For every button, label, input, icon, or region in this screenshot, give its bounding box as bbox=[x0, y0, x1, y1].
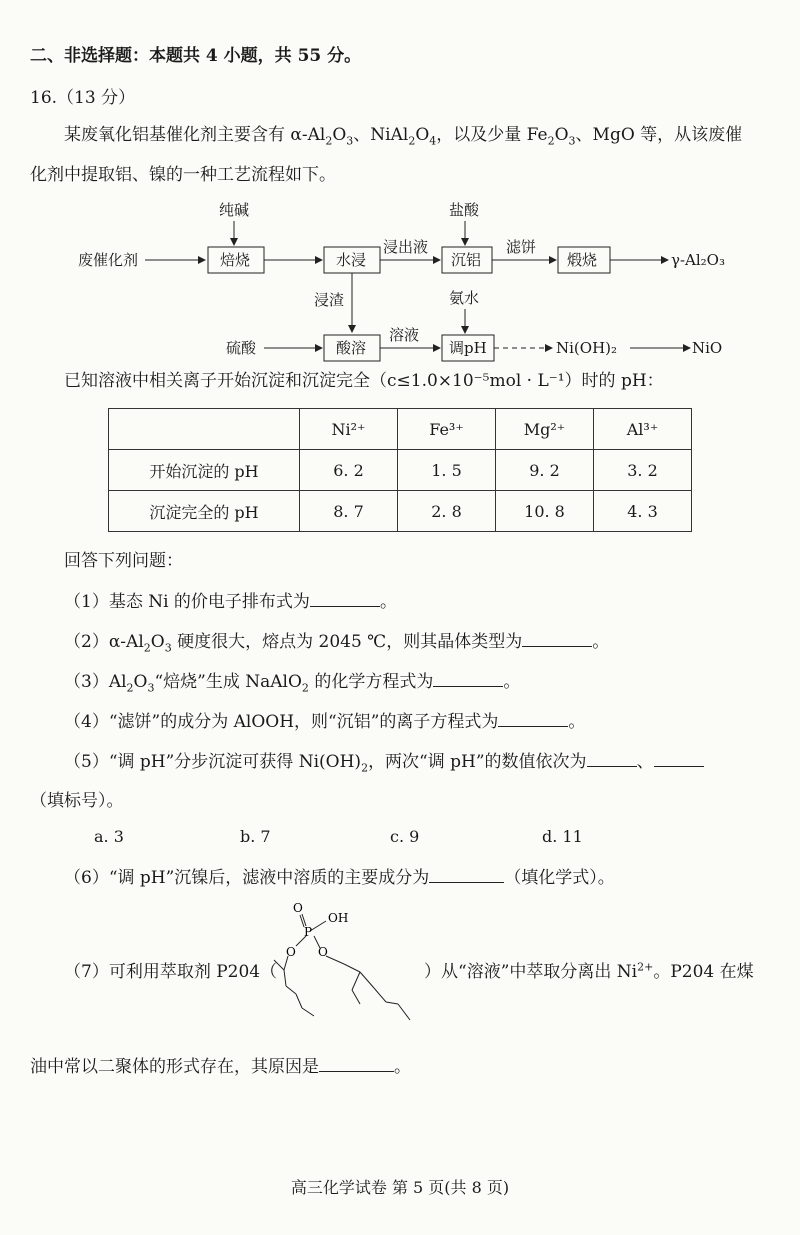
table-cell: 2. 8 bbox=[398, 491, 496, 532]
table-cell: 9. 2 bbox=[496, 450, 594, 491]
table-row bbox=[109, 491, 692, 532]
question-5-continuation: （填标号）。 bbox=[30, 791, 124, 811]
question-7-end: 油中常以二聚体的形式存在，其原因是 。 bbox=[30, 1057, 411, 1077]
structure-atom-o: O bbox=[318, 945, 328, 959]
process-flow-diagram bbox=[0, 195, 800, 365]
option-c: c. 9 bbox=[390, 827, 420, 846]
intro-line-1: 某废氧化铝基催化剂主要含有 $\alpha-Al_2O_3$、$NiAl_2O_4$，以及少量 $Fe_2O_3$、MgO 等，从该废催 bbox=[64, 125, 743, 148]
question-3: $(3)Al_2O_3“$焙烧”生成 NaAlO$_2$ 的化学方程式为 。 bbox=[64, 672, 521, 695]
svg-text:调pH: 调pH bbox=[449, 339, 487, 357]
question-4: （4）“滤饼”的成分为 AlOOH，则“沉铝”的离子方程式为 。 bbox=[64, 712, 586, 732]
answer-blank[interactable] bbox=[319, 1055, 394, 1072]
question-2: $(2)\alpha-Al_2O_3$ 硬度很大，熔点为 2045 ℃，则其晶体类型为 。 bbox=[64, 632, 610, 655]
flow-input-catalyst: 废催化剂 bbox=[78, 251, 139, 269]
ph-table bbox=[108, 408, 692, 532]
flow-label-solution: 溶液 bbox=[389, 326, 420, 344]
answer-blank[interactable] bbox=[522, 630, 592, 647]
table-row-label: 沉淀完全的 pH bbox=[109, 491, 300, 532]
answer-blank[interactable] bbox=[587, 750, 637, 767]
flow-label-filter-cake: 滤饼 bbox=[506, 238, 537, 256]
question-1: （1）基态 Ni 的价电子排布式为 。 bbox=[64, 592, 397, 612]
answer-blank[interactable] bbox=[433, 670, 503, 687]
table-cell: 6. 2 bbox=[300, 450, 398, 491]
table-cell: 4. 3 bbox=[594, 491, 692, 532]
table-row-label: 开始沉淀的 pH bbox=[109, 450, 300, 491]
flow-label-leachate: 浸出液 bbox=[383, 238, 429, 256]
answer-blank[interactable] bbox=[429, 866, 504, 883]
flow-reagent-soda: 纯碱 bbox=[219, 201, 250, 219]
svg-text:沉铝: 沉铝 bbox=[451, 251, 482, 269]
option-d: d. 11 bbox=[542, 827, 583, 846]
svg-text:水浸: 水浸 bbox=[336, 251, 367, 269]
p204-structure bbox=[262, 898, 422, 1033]
table-cell: 1. 5 bbox=[398, 450, 496, 491]
flow-product-nioh2: Ni(OH)₂ bbox=[556, 339, 618, 357]
question-6: （6）“调 pH”沉镍后，滤液中溶质的主要成分为 （填化学式）。 bbox=[64, 868, 615, 888]
table-cell: 10. 8 bbox=[496, 491, 594, 532]
table-header-row bbox=[109, 409, 692, 450]
answer-prompt: 回答下列问题： bbox=[64, 551, 183, 571]
flow-reagent-hcl: 盐酸 bbox=[449, 201, 480, 219]
flow-product-nio: NiO bbox=[692, 339, 723, 357]
structure-atom-o: O bbox=[286, 945, 296, 959]
structure-atom-oh: OH bbox=[328, 911, 349, 925]
intro-line-2: 化剂中提取铝、镍的一种工艺流程如下。 bbox=[30, 165, 336, 185]
page-footer: 高三化学试卷 第 5 页(共 8 页) bbox=[290, 1178, 510, 1197]
flow-reagent-ammonia: 氨水 bbox=[449, 289, 480, 307]
table-header-cell: Fe³⁺ bbox=[398, 409, 496, 450]
answer-blank[interactable] bbox=[498, 710, 568, 727]
structure-atom-o: O bbox=[293, 901, 303, 915]
table-header-cell: Mg²⁺ bbox=[496, 409, 594, 450]
option-b: b. 7 bbox=[240, 827, 271, 846]
svg-text:煅烧: 煅烧 bbox=[567, 251, 598, 269]
section-title: 二、非选择题：本题共 4 小题，共 55 分。 bbox=[30, 46, 362, 66]
table-header-cell: Al³⁺ bbox=[594, 409, 692, 450]
question-5: （5）“调 pH”分步沉淀可获得 $Ni(OH)_2$，两次“调 pH”的数值依次为 、 bbox=[64, 750, 704, 773]
question-7-middle: ）从“溶液”中萃取分离出 $Ni^{2+}$。P204 在煤 bbox=[424, 960, 754, 982]
svg-text:酸溶: 酸溶 bbox=[336, 339, 367, 357]
question-number: 16.（13 分） bbox=[30, 88, 136, 108]
table-cell: 8. 7 bbox=[300, 491, 398, 532]
table-header-cell: Ni²⁺ bbox=[300, 409, 398, 450]
flow-product-al2o3: γ-Al₂O₃ bbox=[671, 251, 725, 269]
table-row bbox=[109, 450, 692, 491]
flow-label-residue: 浸渣 bbox=[314, 291, 345, 309]
svg-text:焙烧: 焙烧 bbox=[220, 251, 251, 269]
option-a: a. 3 bbox=[94, 827, 124, 846]
known-conditions-text: 已知溶液中相关离子开始沉淀和沉淀完全（c≤1.0×10⁻⁵mol · L⁻¹）时的 pH： bbox=[64, 371, 664, 391]
flow-input-sulfuric-acid: 硫酸 bbox=[226, 339, 257, 357]
question-7-start: （7）可利用萃取剂 P204（ bbox=[64, 962, 278, 982]
table-cell: 3. 2 bbox=[594, 450, 692, 491]
answer-blank[interactable] bbox=[654, 750, 704, 767]
structure-atom-p: P bbox=[304, 925, 313, 939]
table-corner-cell bbox=[109, 409, 300, 450]
answer-blank[interactable] bbox=[310, 590, 380, 607]
